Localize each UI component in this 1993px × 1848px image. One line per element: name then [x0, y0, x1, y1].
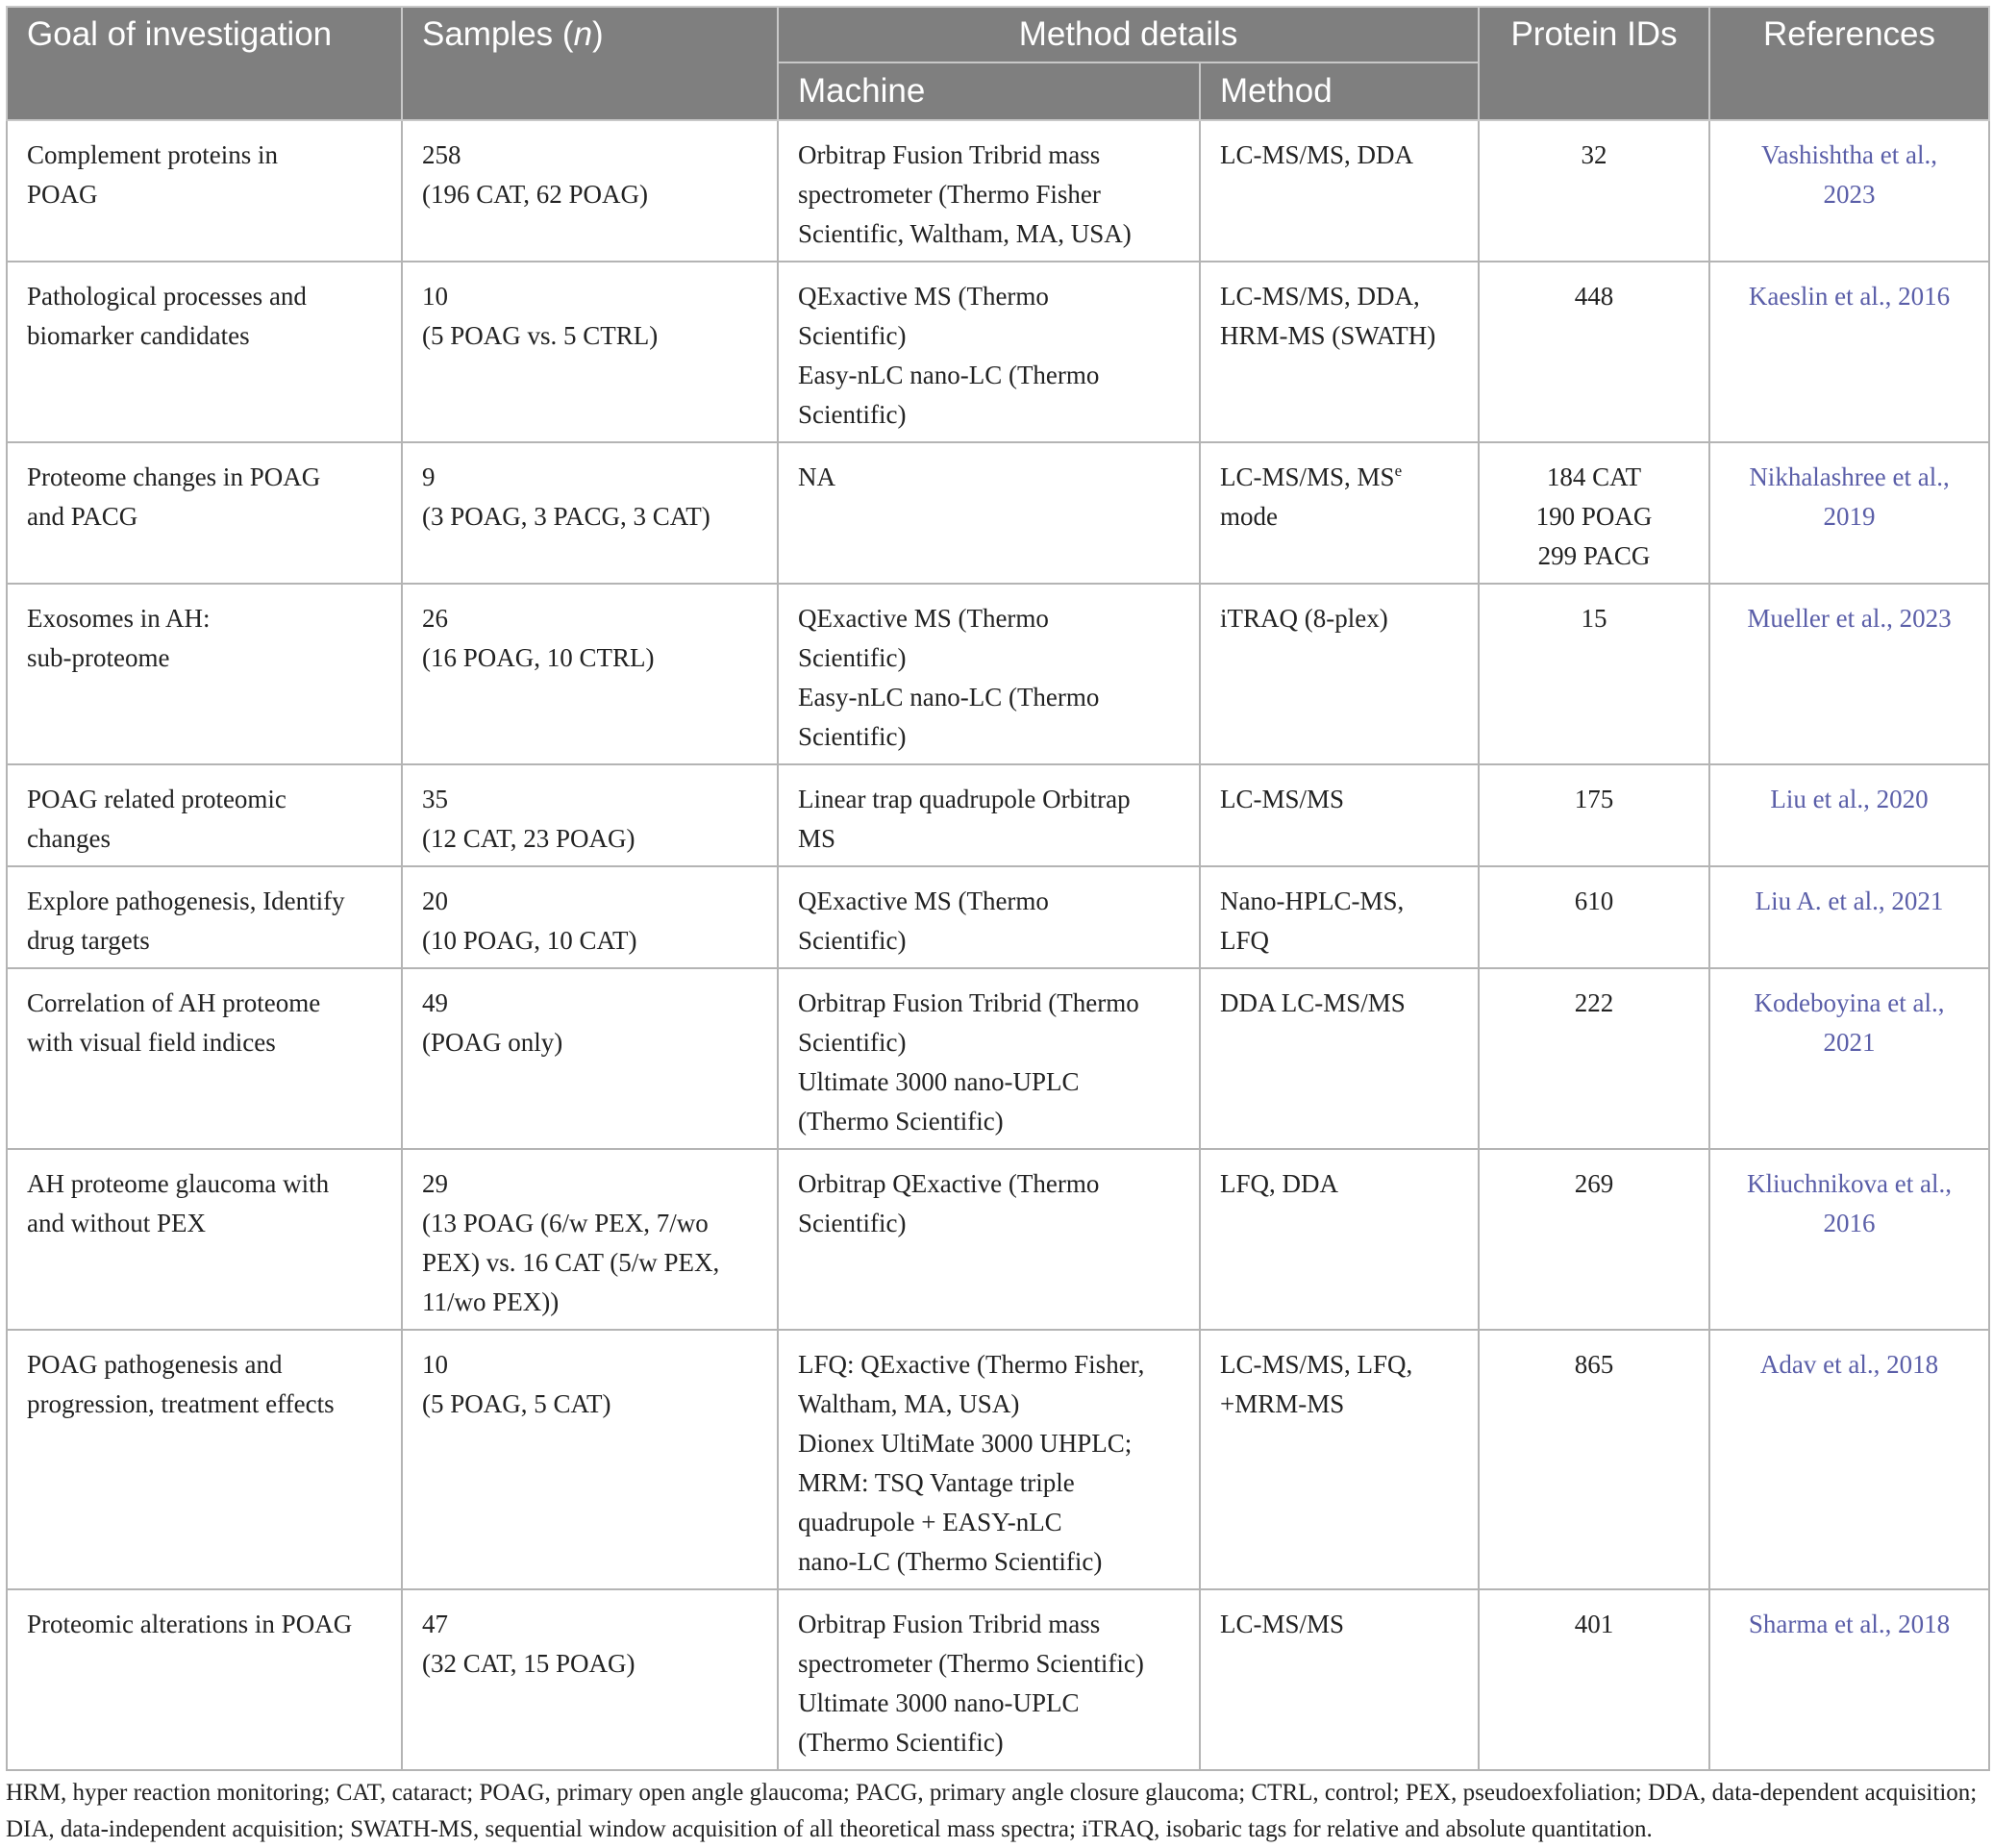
protein-ids-cell — [1479, 866, 1709, 968]
machine-cell-line: Scientific) — [798, 1209, 907, 1237]
method-cell — [1200, 584, 1479, 764]
goal-cell-line: POAG — [27, 180, 98, 209]
table-footnote: HRM, hyper reaction monitoring; CAT, cataract; POAG, primary open angle glaucoma; PACG, primary angle closure glaucoma; CTRL, control; PEX, pseudoexfoliation; DDA, data-dependent acquisition; DIA, data-independent acquisition; SWATH-MS, sequential window acquisition of all theoretical mass spectra; iTRAQ, isobaric tags for relative and absolute quantitation. — [6, 1780, 1978, 1842]
goal-cell-line: and PACG — [27, 502, 138, 531]
samples-cell-line: (10 POAG, 10 CAT) — [422, 926, 637, 955]
samples-cell-line: 47 — [422, 1610, 448, 1638]
goal-cell — [7, 1589, 402, 1770]
machine-cell — [778, 120, 1200, 262]
header-method: Method — [1200, 62, 1479, 120]
protein-ids-cell-line: 448 — [1574, 282, 1614, 311]
method-cell — [1200, 1149, 1479, 1330]
samples-cell-line: (16 POAG, 10 CTRL) — [422, 643, 655, 672]
method-superscript: e — [1394, 462, 1403, 480]
goal-cell-line: Exosomes in AH: — [27, 604, 211, 633]
goal-cell — [7, 120, 402, 262]
reference-link[interactable] — [1709, 968, 1989, 1149]
reference-link[interactable] — [1709, 442, 1989, 584]
machine-cell — [778, 866, 1200, 968]
table-row — [7, 584, 1989, 764]
protein-ids-cell-line: 184 CAT — [1546, 462, 1642, 491]
machine-cell-line: quadrupole + EASY-nLC — [798, 1508, 1062, 1536]
samples-cell-line: 258 — [422, 140, 461, 169]
table-row — [7, 442, 1989, 584]
machine-cell — [778, 1589, 1200, 1770]
machine-cell-line: Scientific) — [798, 1028, 907, 1057]
machine-cell-line: Ultimate 3000 nano-UPLC — [798, 1067, 1080, 1096]
protein-ids-cell — [1479, 1149, 1709, 1330]
table-row — [7, 262, 1989, 442]
header-goal: Goal of investigation — [7, 7, 402, 120]
machine-cell-line: Orbitrap Fusion Tribrid mass — [798, 1610, 1101, 1638]
goal-cell-line: progression, treatment effects — [27, 1389, 335, 1418]
goal-cell — [7, 764, 402, 866]
goal-cell-line: POAG pathogenesis and — [27, 1350, 283, 1379]
reference-link[interactable] — [1709, 1330, 1989, 1589]
samples-cell-line: (32 CAT, 15 POAG) — [422, 1649, 635, 1678]
method-cell-line: HRM-MS (SWATH) — [1220, 321, 1436, 350]
machine-cell-line: Scientific) — [798, 321, 907, 350]
samples-cell-line: (POAG only) — [422, 1028, 563, 1057]
machine-cell-line: Waltham, MA, USA) — [798, 1389, 1020, 1418]
machine-cell — [778, 1149, 1200, 1330]
samples-cell-line: 35 — [422, 785, 448, 813]
header-protein-ids: Protein IDs — [1479, 7, 1709, 120]
goal-cell — [7, 442, 402, 584]
machine-cell-line: Ultimate 3000 nano-UPLC — [798, 1688, 1080, 1717]
reference-link-line[interactable]: Liu et al., 2020 — [1770, 785, 1929, 813]
goal-cell — [7, 968, 402, 1149]
method-cell — [1200, 442, 1479, 584]
samples-cell-line: 49 — [422, 988, 448, 1017]
machine-cell — [778, 968, 1200, 1149]
machine-cell-line: Scientific) — [798, 400, 907, 429]
samples-cell-line: 26 — [422, 604, 448, 633]
protein-ids-cell-line: 610 — [1574, 887, 1614, 915]
samples-cell — [402, 262, 778, 442]
machine-cell — [778, 584, 1200, 764]
reference-link[interactable] — [1709, 866, 1989, 968]
goal-cell-line: Explore pathogenesis, Identify — [27, 887, 345, 915]
samples-cell-line: (12 CAT, 23 POAG) — [422, 824, 635, 853]
protein-ids-cell — [1479, 120, 1709, 262]
machine-cell-line: LFQ: QExactive (Thermo Fisher, — [798, 1350, 1145, 1379]
method-cell — [1200, 764, 1479, 866]
method-cell-line: iTRAQ (8-plex) — [1220, 604, 1388, 633]
table-row — [7, 1589, 1989, 1770]
protein-ids-cell — [1479, 764, 1709, 866]
machine-cell — [778, 442, 1200, 584]
method-cell-line: LC-MS/MS, DDA, — [1220, 282, 1420, 311]
reference-link-line[interactable]: 2016 — [1823, 1209, 1876, 1237]
table-row — [7, 866, 1989, 968]
goal-cell-line: Complement proteins in — [27, 140, 278, 169]
samples-cell-line: (13 POAG (6/w PEX, 7/wo — [422, 1209, 709, 1237]
machine-cell-line: Orbitrap Fusion Tribrid (Thermo — [798, 988, 1139, 1017]
protein-ids-cell — [1479, 1330, 1709, 1589]
method-text: LC-MS/MS, MS — [1220, 462, 1395, 491]
protein-ids-cell-line: 222 — [1574, 988, 1614, 1017]
table-row — [7, 120, 1989, 262]
samples-cell — [402, 120, 778, 262]
machine-cell-line: Orbitrap QExactive (Thermo — [798, 1169, 1100, 1198]
goal-cell-line: with visual field indices — [27, 1028, 276, 1057]
method-cell-line: LFQ, DDA — [1220, 1169, 1339, 1198]
samples-cell — [402, 1149, 778, 1330]
samples-cell-line: 10 — [422, 282, 448, 311]
samples-cell — [402, 1330, 778, 1589]
method-cell-line — [1220, 458, 1458, 497]
reference-link-line[interactable]: Liu A. et al., 2021 — [1755, 887, 1944, 915]
goal-cell-line: AH proteome glaucoma with — [27, 1169, 330, 1198]
protein-ids-cell-line: 15 — [1581, 604, 1607, 633]
reference-link-line[interactable]: Kliuchnikova et al., — [1747, 1169, 1952, 1198]
reference-link-line[interactable]: Mueller et al., 2023 — [1747, 604, 1952, 633]
protein-ids-cell — [1479, 442, 1709, 584]
machine-cell-line: nano-LC (Thermo Scientific) — [798, 1547, 1103, 1576]
machine-cell — [778, 764, 1200, 866]
method-cell — [1200, 262, 1479, 442]
reference-link-line[interactable]: 2021 — [1823, 1028, 1876, 1057]
method-cell — [1200, 1589, 1479, 1770]
reference-link[interactable] — [1709, 1149, 1989, 1330]
reference-link-line[interactable]: Kaeslin et al., 2016 — [1748, 282, 1951, 311]
goal-cell-line: changes — [27, 824, 111, 853]
samples-cell-line: PEX) vs. 16 CAT (5/w PEX, — [422, 1248, 720, 1277]
machine-cell-line: QExactive MS (Thermo — [798, 887, 1049, 915]
machine-cell — [778, 1330, 1200, 1589]
goal-cell — [7, 866, 402, 968]
samples-cell-line: 11/wo PEX)) — [422, 1287, 560, 1316]
machine-cell-line: (Thermo Scientific) — [798, 1728, 1004, 1757]
goal-cell-line: sub-proteome — [27, 643, 170, 672]
protein-ids-cell-line: 175 — [1574, 785, 1614, 813]
machine-cell-line: MRM: TSQ Vantage triple — [798, 1468, 1075, 1497]
machine-cell-line: spectrometer (Thermo Fisher — [798, 180, 1101, 209]
reference-link[interactable] — [1709, 120, 1989, 262]
reference-link-line[interactable]: 2019 — [1823, 502, 1876, 531]
goal-cell-line: Proteomic alterations in POAG — [27, 1610, 353, 1638]
reference-link-line[interactable]: Adav et al., 2018 — [1759, 1350, 1939, 1379]
samples-cell — [402, 764, 778, 866]
machine-cell-line: Scientific) — [798, 643, 907, 672]
machine-cell-line: Orbitrap Fusion Tribrid mass — [798, 140, 1101, 169]
method-cell-line: LC-MS/MS — [1220, 1610, 1345, 1638]
method-cell-line: +MRM-MS — [1220, 1389, 1345, 1418]
samples-cell — [402, 1589, 778, 1770]
protein-ids-cell — [1479, 1589, 1709, 1770]
method-cell — [1200, 866, 1479, 968]
machine-cell-line: spectrometer (Thermo Scientific) — [798, 1649, 1144, 1678]
reference-link-line[interactable]: 2023 — [1823, 180, 1876, 209]
protein-ids-cell — [1479, 968, 1709, 1149]
machine-cell-line: (Thermo Scientific) — [798, 1107, 1004, 1136]
samples-cell-line: (196 CAT, 62 POAG) — [422, 180, 648, 209]
goal-cell-line: and without PEX — [27, 1209, 206, 1237]
header-method-details: Method details — [778, 7, 1479, 62]
samples-cell-line: (3 POAG, 3 PACG, 3 CAT) — [422, 502, 710, 531]
header-references: References — [1709, 7, 1989, 120]
method-cell-line: mode — [1220, 502, 1278, 531]
protein-ids-cell-line: 269 — [1574, 1169, 1614, 1198]
goal-cell-line: Proteome changes in POAG — [27, 462, 321, 491]
reference-link[interactable] — [1709, 262, 1989, 442]
method-cell-line: LC-MS/MS, LFQ, — [1220, 1350, 1413, 1379]
goal-cell — [7, 1330, 402, 1589]
method-cell-line: DDA LC-MS/MS — [1220, 988, 1406, 1017]
machine-cell-line: Scientific) — [798, 722, 907, 751]
reference-link[interactable] — [1709, 764, 1989, 866]
proteomics-table — [6, 6, 1990, 1771]
method-cell-line: LC-MS/MS — [1220, 785, 1345, 813]
method-cell — [1200, 1330, 1479, 1589]
goal-cell — [7, 584, 402, 764]
protein-ids-cell — [1479, 584, 1709, 764]
protein-ids-cell-line: 32 — [1581, 140, 1607, 169]
reference-link-line[interactable]: Nikhalashree et al., — [1749, 462, 1950, 491]
reference-link-line[interactable]: Kodeboyina et al., — [1754, 988, 1945, 1017]
goal-cell — [7, 1149, 402, 1330]
protein-ids-cell-line: 299 PACG — [1537, 541, 1651, 570]
reference-link[interactable] — [1709, 584, 1989, 764]
method-cell — [1200, 120, 1479, 262]
samples-cell-line: 9 — [422, 462, 436, 491]
reference-link-line[interactable]: Vashishtha et al., — [1761, 140, 1937, 169]
samples-cell — [402, 968, 778, 1149]
machine-cell-line: Scientific, Waltham, MA, USA) — [798, 219, 1132, 248]
header-samples: Samples (n) — [402, 7, 778, 120]
goal-cell-line: biomarker candidates — [27, 321, 250, 350]
samples-cell — [402, 442, 778, 584]
table-header — [7, 7, 1989, 120]
protein-ids-cell — [1479, 262, 1709, 442]
machine-cell — [778, 262, 1200, 442]
reference-link[interactable] — [1709, 1589, 1989, 1770]
samples-cell-line: 10 — [422, 1350, 448, 1379]
method-cell-line: Nano-HPLC-MS, — [1220, 887, 1405, 915]
machine-cell-line: Easy-nLC nano-LC (Thermo — [798, 361, 1100, 389]
samples-cell — [402, 866, 778, 968]
machine-cell-line: Dionex UltiMate 3000 UHPLC; — [798, 1429, 1133, 1458]
samples-cell-line: (5 POAG vs. 5 CTRL) — [422, 321, 659, 350]
samples-cell-line: 20 — [422, 887, 448, 915]
machine-cell-line: QExactive MS (Thermo — [798, 282, 1049, 311]
protein-ids-cell-line: 190 POAG — [1535, 502, 1653, 531]
samples-cell-line: (5 POAG, 5 CAT) — [422, 1389, 611, 1418]
machine-cell-line: Scientific) — [798, 926, 907, 955]
machine-cell-line: QExactive MS (Thermo — [798, 604, 1049, 633]
table-wrapper — [6, 6, 1988, 1771]
table-row — [7, 1330, 1989, 1589]
machine-cell-line: Linear trap quadrupole Orbitrap — [798, 785, 1131, 813]
method-cell — [1200, 968, 1479, 1149]
machine-cell-line: Easy-nLC nano-LC (Thermo — [798, 683, 1100, 712]
protein-ids-cell-line: 401 — [1574, 1610, 1614, 1638]
table-row — [7, 1149, 1989, 1330]
samples-cell — [402, 584, 778, 764]
goal-cell-line: drug targets — [27, 926, 150, 955]
method-cell-line: LC-MS/MS, DDA — [1220, 140, 1414, 169]
goal-cell — [7, 262, 402, 442]
reference-link-line[interactable]: Sharma et al., 2018 — [1748, 1610, 1951, 1638]
table-row — [7, 764, 1989, 866]
method-cell-line: LFQ — [1220, 926, 1270, 955]
samples-cell-line: 29 — [422, 1169, 448, 1198]
machine-cell-line: NA — [798, 462, 835, 491]
goal-cell-line: POAG related proteomic — [27, 785, 286, 813]
goal-cell-line: Pathological processes and — [27, 282, 307, 311]
table-row — [7, 968, 1989, 1149]
table-body — [7, 120, 1989, 1770]
protein-ids-cell-line: 865 — [1574, 1350, 1614, 1379]
machine-cell-line: MS — [798, 824, 836, 853]
goal-cell-line: Correlation of AH proteome — [27, 988, 321, 1017]
header-machine: Machine — [778, 62, 1200, 120]
